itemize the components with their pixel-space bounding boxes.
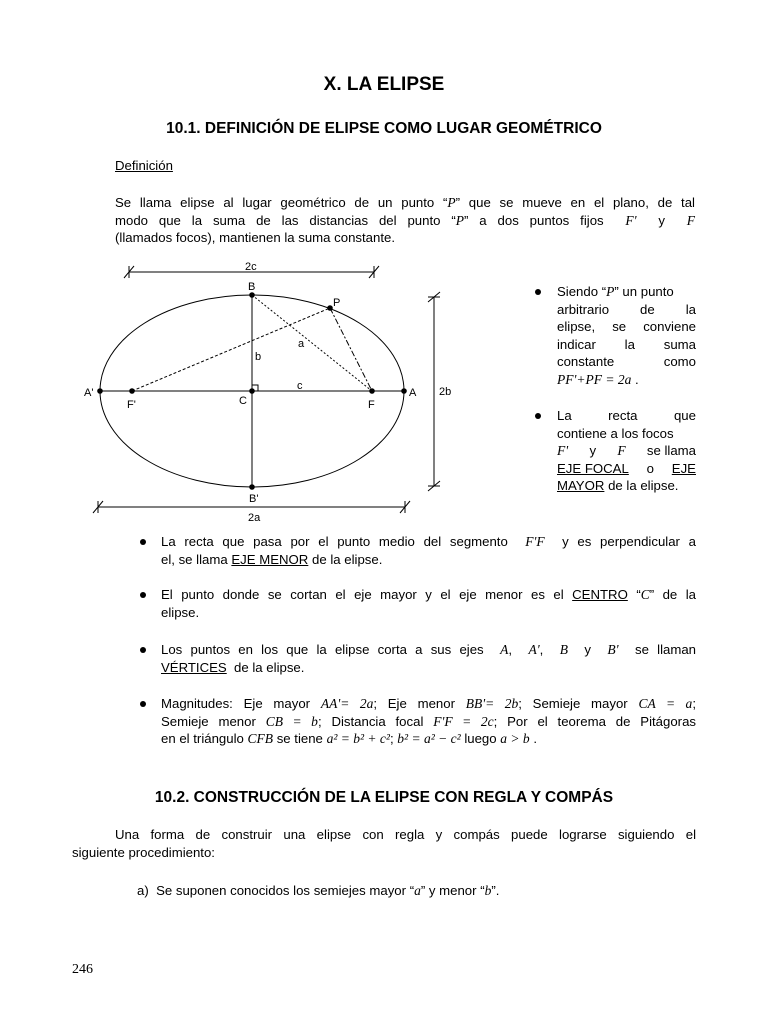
formula-focal: F'F = 2c [433, 713, 494, 729]
text: arbitrario [557, 301, 610, 317]
bullet-dot [140, 647, 146, 653]
text: ; [389, 731, 394, 746]
vertex-bp: B' [607, 642, 619, 657]
vertex-b: B [559, 642, 568, 657]
point-a [401, 388, 407, 394]
section-title-1: 10.1. DEFINICIÓN DE ELIPSE COMO LUGAR GEOMÉTRICO [166, 120, 602, 137]
def-line2b: ” a dos puntos fijos [464, 212, 604, 228]
text: elipse, se conviene [557, 319, 696, 334]
formula-major-axis: AA'= 2a [320, 696, 374, 711]
bullet-magnitudes [161, 695, 696, 748]
segment-fpf: F'F [525, 534, 545, 549]
text: como [663, 354, 696, 369]
point-ap [97, 388, 103, 394]
text: El punto donde se cortan el eje mayor y el eje menor es el [161, 587, 564, 602]
text: ; Semieje mayor [518, 696, 628, 711]
vertex-ap: A' [528, 642, 540, 657]
label-f: F [368, 399, 375, 411]
bullet-dot [535, 289, 541, 295]
definicion-heading: Definición [115, 158, 173, 173]
def-line1b: ” que se mueve en el plano, de tal [455, 195, 695, 210]
text: Los puntos en los que la elipse corta a sus ejes [161, 642, 484, 657]
bullet-dot [535, 413, 541, 419]
bullet-dot [140, 539, 146, 545]
text: Siendo “ [557, 284, 607, 299]
text: . [533, 731, 537, 746]
label-2c: 2c [245, 261, 257, 273]
word-y: y [658, 212, 665, 228]
bullet-vertices: Los puntos en los que la elipse corta a sus ejes A, A', B y B' se llaman VÉRTICES de la elipse. [161, 642, 696, 675]
point-c: C [640, 587, 650, 602]
focus-fp: F' [625, 212, 637, 228]
text: recta [608, 408, 638, 423]
text: contiene a los focos [557, 425, 674, 441]
construction-paragraph [72, 826, 696, 861]
point-bp [249, 484, 255, 490]
text: ” de la [649, 587, 697, 602]
def-line3: (llamados focos), mantienen la suma constante. [115, 230, 396, 245]
bullet-dot [140, 592, 146, 598]
text: y [584, 642, 591, 657]
text: ”. [491, 883, 500, 898]
text: luego [464, 731, 497, 746]
text: . [635, 371, 639, 387]
label-a-small: a [298, 338, 305, 350]
bullet-dot [140, 701, 146, 707]
text: se llaman [635, 642, 696, 657]
step-a [137, 883, 499, 899]
side-bullet-2 [557, 407, 696, 495]
text: Se suponen conocidos los semiejes mayor “ [156, 883, 415, 898]
triangle-cfb: CFB [247, 731, 274, 746]
eje-focal-term: EJE FOCAL [557, 460, 629, 476]
focus-fp: F' [557, 443, 569, 458]
formula-pythagoras: a² = b² + c² [326, 731, 390, 746]
label-b: B [248, 281, 256, 293]
text: elipse. [161, 604, 200, 620]
label-bp: B' [249, 493, 259, 505]
text: o [646, 460, 654, 476]
point-f [369, 388, 375, 394]
formula-a-gt-b: a > b [500, 731, 530, 746]
point-c [249, 388, 255, 394]
point-p [327, 305, 333, 311]
text: Semieje menor [161, 713, 256, 729]
text: indicar [557, 336, 596, 352]
step-label: a) [137, 883, 149, 898]
text: de [640, 301, 655, 317]
mayor-term: MAYOR [557, 478, 605, 493]
point-b [249, 292, 255, 298]
formula-semi-minor: CB = b [265, 713, 318, 729]
ellipse-figure [82, 258, 454, 528]
text: de la elipse. [311, 551, 383, 567]
text: ; [692, 696, 696, 711]
text: Magnitudes: Eje mayor [161, 696, 311, 711]
text: se tiene [276, 731, 323, 746]
def-line2a: modo que la suma de las distancias del punto “ [115, 212, 456, 228]
point-fp [129, 388, 135, 394]
text: La recta que pasa por el punto medio del segmento [161, 534, 508, 549]
eje-menor-term: EJE MENOR [231, 551, 309, 567]
def-line1a: Se llama elipse al lugar geométrico de un punto “ [115, 195, 448, 210]
text: que [673, 408, 696, 423]
text: y es perpendicular a [562, 534, 696, 549]
text: “ [636, 587, 641, 602]
segment-p-f [330, 308, 372, 391]
text: y [589, 443, 597, 458]
formula-minor-axis: BB'= 2b [465, 696, 519, 711]
text: ; Por el teorema de Pitágoras [493, 713, 696, 729]
formula-b-squared: b² = a² − c² [397, 731, 461, 746]
text: ” un punto [614, 284, 674, 299]
point-p: P [455, 212, 464, 228]
page-number: 246 [72, 962, 93, 977]
label-fp: F' [127, 399, 136, 411]
label-p: P [333, 297, 341, 309]
text: suma [663, 336, 696, 352]
text: ; Eje menor [373, 696, 455, 711]
text: de la elipse. [234, 659, 305, 675]
label-2a: 2a [248, 512, 261, 524]
label-ap: A' [84, 387, 94, 399]
text: se llama [646, 443, 696, 458]
text: en el triángulo [161, 731, 244, 746]
text: la [685, 301, 696, 317]
definition-paragraph [115, 194, 695, 247]
centro-term: CENTRO [572, 587, 628, 602]
focus-f: F [617, 443, 626, 458]
text: Una forma de construir una elipse con regla y compás puede lograrse siguiendo el [115, 827, 696, 842]
section-title-2: 10.2. CONSTRUCCIÓN DE LA ELIPSE CON REGLA Y COMPÁS [154, 789, 614, 806]
label-c-small: c [297, 380, 303, 392]
text: La [557, 408, 572, 423]
vertices-term: VÉRTICES [161, 659, 227, 675]
focus-f: F [686, 212, 695, 228]
text: el, se llama [161, 551, 228, 567]
point-p: P [606, 284, 615, 299]
formula-semi-major: CA = a [638, 696, 693, 711]
label-b-small: b [255, 351, 262, 363]
point-p: P [447, 195, 456, 210]
chapter-title: X. LA ELIPSE [323, 74, 445, 95]
semi-axis-a: a [414, 883, 421, 898]
formula-sum: PF'+PF = 2a [557, 371, 632, 387]
text: constante [557, 354, 615, 369]
label-c: C [239, 395, 247, 407]
text: la [624, 336, 635, 352]
eje-term: EJE [671, 460, 696, 476]
text: ” y menor “ [420, 883, 485, 898]
bullet-eje-menor [161, 533, 696, 568]
label-2b: 2b [439, 386, 452, 398]
semi-axis-b: b [484, 883, 492, 898]
text: siguiente procedimiento: [72, 844, 215, 860]
side-bullet-1 [557, 283, 696, 388]
bullet-centro [161, 586, 696, 621]
text: ; Distancia focal [317, 713, 424, 729]
text: de la elipse. [608, 478, 679, 493]
vertex-a: A [500, 642, 509, 657]
segment-b-f [252, 295, 372, 391]
label-a: A [409, 387, 417, 399]
